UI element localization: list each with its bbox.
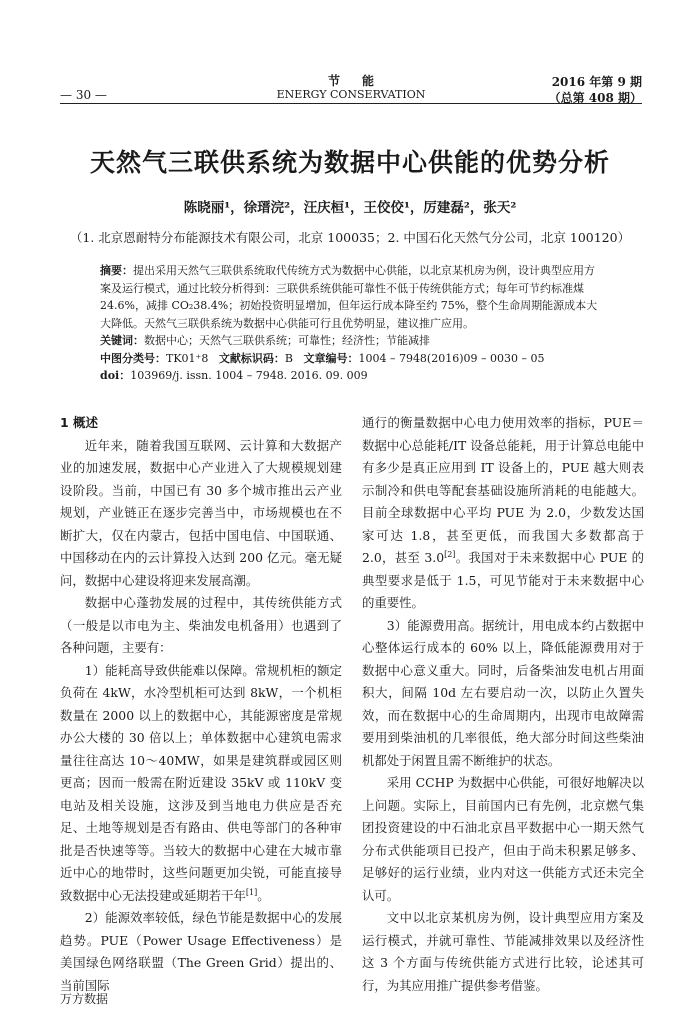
paragraph: 2）能源效率较低，绿色节能是数据中心的发展趋势。PUE（Power Usage Effectiveness）是美国绿色网络联盟（The Green Grid）提出的、当前国际 [60,910,342,993]
issue-number: 2016 年第 9 期 [551,75,642,89]
issue-total: （总第 408 期） [548,91,642,105]
article-no-value: 1004 – 7948(2016)09 – 0030 – 05 [358,351,545,365]
doi-value: 103969/j. issn. 1004 – 7948. 2016. 09. 009 [130,369,368,382]
section-heading: 1 概述 [60,415,99,430]
affiliations: （1. 北京恩耐特分布能源技术有限公司，北京 100035；2. 中国石化天然气分公司，北京 100120） [69,230,631,245]
right-column [362,412,644,997]
keywords-label: 关键词： [100,334,144,347]
paragraph [60,660,342,908]
paragraph [362,412,644,615]
left-column [60,412,342,997]
keywords [100,332,600,350]
paragraph-text: 通行的衡量数据中心电力使用效率的指标，PUE＝数据中心总能耗/IT 设备总能耗，用于计算总电能中有多少是真正应用到 IT 设备上的，PUE 越大则表示制冷和供电等配套基础设施所消耗的电能越大。目前全球数据中心平均 PUE 为 2.0，少数发达国家可达 1.8，甚至更低，而我国大多数都高于 2.0，甚至 3.0 [362,415,644,565]
abstract-label: 摘要： [100,264,133,277]
paragraph-text: 。 [257,887,270,903]
clc-value: TK01⁺8 [166,351,209,365]
article-no-label: 文章编号： [303,351,359,365]
doc-code-value: B [284,351,293,365]
paragraph: 采用 CCHP 为数据中心供能，可很好地解决以上问题。实际上，目前国内已有先例，北京燃气集团投资建设的中石油北京昌平数据中心一期天然气分布式供能项目已投产，但由于尚未积累足够多、足够好的运行业绩，业内对这一供能方式还未完全认可。 [362,775,644,903]
footer-watermark: 万方数据 [60,992,109,1006]
paragraph: 3）能源费用高。据统计，用电成本约占数据中心整体运行成本的 60% 以上，降低能源费用对于数据中心意义重大。同时，后备柴油发电机占用面积大，间隔 10d 左右要启动一次，以防止久置失效，而在数据中心的生命周期内，出现市电故障需要用到柴油机的几率很低，绝大部分时间这些柴油机都处于闲置且需不断维护的状态。 [362,617,644,768]
doi-label: doi： [100,369,131,382]
article-title: 天然气三联供系统为数据中心供能的优势分析 [89,148,610,177]
doi [100,367,600,385]
journal-name-cn: 节能 [327,74,396,88]
abstract-block [100,262,600,385]
abstract [100,262,600,332]
citation: [2] [444,549,456,559]
header-rule [60,103,642,104]
classification [100,350,600,368]
author-list: 陈晓丽¹，徐瑨浣²，汪庆桓¹，王佼佼¹，厉建磊²，张天² [183,200,517,216]
issue-info [549,74,642,106]
citation: [1] [245,887,258,897]
paragraph-text: 。我国对于未来数据中心 PUE 的典型要求是低于 1.5，可见节能对于未来数据中心的重要性。 [362,550,644,610]
paragraph: 数据中心蓬勃发展的过程中，其传统供能方式（一般是以市电为主、柴油发电机备用）也遇到了各种问题，主要有： [60,595,342,655]
journal-name-en: ENERGY CONSERVATION [276,88,426,101]
keywords-text: 数据中心；天然气三联供系统；可靠性；经济性；节能减排 [144,334,430,347]
paragraph: 文中以北京某机房为例，设计典型应用方案及运行模式，并就可靠性、节能减排效果以及经济性这 3 个方面与传统供能方式进行比较，论述其可行，为其应用推广提供参考借鉴。 [362,910,644,993]
doc-code-label: 文献标识码： [218,351,285,365]
abstract-text: 提出采用天然气三联供系统取代传统方式为数据中心供能，以北京某机房为例，设计典型应用方案及运行模式，通过比较分析得到：三联供系统供能可靠性不低于传统供能方式；每年可节约标准煤 24.6%，减排 CO₂38.4%；初始投资明显增加，但年运行成本降至约 75%，整个生命周期能源成本大大降低。天然气三联供系统为数据中心供能可行且优势明显，建议推广应用。 [100,264,598,330]
page-header [60,0,642,105]
paragraph: 近年来，随着我国互联网、云计算和大数据产业的加速发展，数据中心产业进入了大规模规划建设阶段。当前，中国已有 30 多个城市推出云产业规划，产业链正在逐步完善当中，市场规模也在不断扩大，仅在内蒙古，包括中国电信、中国联通、中国移动在内的云计算投入达到 200 亿元。毫无疑问，数据中心建设将迎来发展高潮。 [60,437,342,588]
paragraph-text: 1）能耗高导致供能难以保障。常规机柜的额定负荷在 4kW，水冷型机柜可达到 8kW，一个机柜数量在 2000 以上的数据中心，其能源密度是常规办公大楼的 30 倍以上；单体数据中心建筑电需求量往往高达 10～40MW，如果是建筑群或园区则更高；因而一般需在附近建设 35kV 或 110kV 变电站及相关设施，这涉及到当地电力供应是否充足、土地等规划是否有路由、供电等部门的各种审批是否快速等等。当较大的数据中心建在大城市靠近中心的地带时，这些问题更加尖锐，可能直接导致数据中心无法投建或延期若干年 [60,662,342,903]
clc-label: 中图分类号： [100,351,166,365]
page-number: — 30 — [60,88,107,102]
